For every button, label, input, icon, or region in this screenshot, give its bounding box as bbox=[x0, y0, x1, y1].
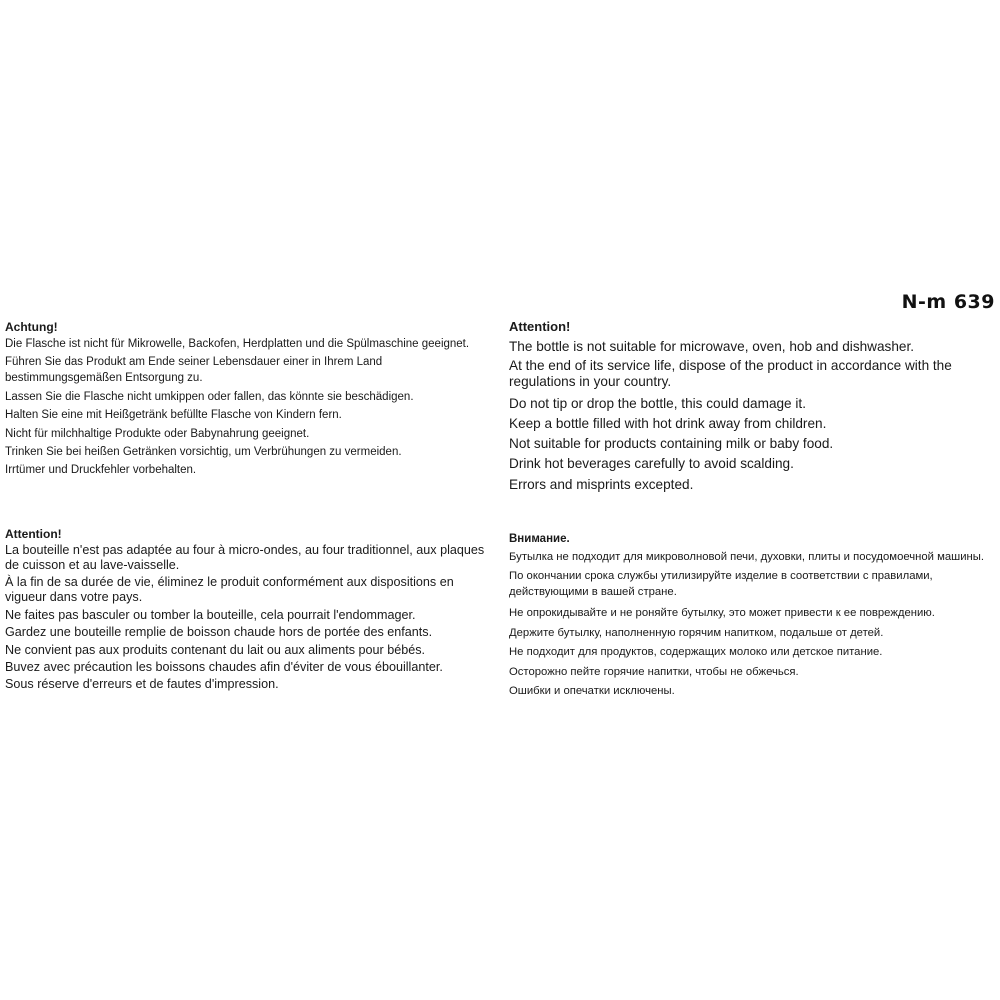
warning-line: Ошибки и опечатки исключены. bbox=[509, 685, 675, 697]
warning-line: Errors and misprints excepted. bbox=[509, 476, 694, 492]
warning-line: Führen Sie das Produkt am Ende seiner Lebensdauer einer in Ihrem Land bestimmungsgemäßen Entsorgung zu. bbox=[5, 356, 383, 385]
warning-line: Do not tip or drop the bottle, this could damage it. bbox=[509, 395, 806, 411]
warning-line: Lassen Sie die Flasche nicht umkippen oder fallen, das könnte sie beschädigen. bbox=[5, 391, 414, 404]
warning-line: Не подходит для продуктов, содержащих молоко или детское питание. bbox=[509, 646, 883, 658]
warning-line: Бутылка не подходит для микроволновой печи, духовки, плиты и посудомоечной машины. bbox=[509, 550, 985, 563]
warning-line: La bouteille n'est pas adaptée au four à micro-ondes, au four traditionnel, aux plaques de cuisson et au lave-vaisselle. bbox=[5, 543, 485, 573]
warning-line: Halten Sie eine mit Heißgetränk befüllte Flasche von Kindern fern. bbox=[5, 409, 342, 422]
warning-line: At the end of its service life, dispose of the product in accordance with the regulations in your country. bbox=[509, 357, 952, 389]
warning-line: Die Flasche ist nicht für Mikrowelle, Backofen, Herdplatten und die Spülmaschine geeignet. bbox=[5, 338, 470, 351]
warning-line: Buvez avec précaution les boissons chaudes afin d'éviter de vous ébouillanter. bbox=[5, 659, 443, 674]
warning-line: Не опрокидывайте и не роняйте бутылку, это может привести к ее повреждению. bbox=[509, 607, 935, 619]
warning-block-english bbox=[509, 317, 999, 495]
warning-line: Gardez une bouteille remplie de boisson chaude hors de portée des enfants. bbox=[5, 625, 433, 640]
warning-line: The bottle is not suitable for microwave, oven, hob and dishwasher. bbox=[509, 339, 915, 355]
warning-line: Irrtümer und Druckfehler vorbehalten. bbox=[5, 464, 197, 477]
warning-line: Держите бутылку, наполненную горячим напитком, подальше от детей. bbox=[509, 626, 884, 639]
warning-line: Drink hot beverages carefully to avoid scalding. bbox=[509, 456, 794, 472]
warning-block-french bbox=[5, 526, 485, 693]
warning-line: Nicht für milchhaltige Produkte oder Babynahrung geeignet. bbox=[5, 427, 310, 440]
warning-line: À la fin de sa durée de vie, éliminez le produit conformément aux dispositions en vigueur dans votre pays. bbox=[5, 575, 454, 605]
warning-line: Not suitable for products containing milk or baby food. bbox=[509, 436, 834, 452]
warning-heading-french: Attention! bbox=[5, 527, 62, 541]
warning-line: Sous réserve d'erreurs et de fautes d'impression. bbox=[5, 677, 279, 692]
product-code: N-m 639 bbox=[901, 291, 995, 313]
warning-line: Ne faites pas basculer ou tomber la bouteille, cela pourrait l'endommager. bbox=[5, 608, 416, 623]
warning-line: Keep a bottle filled with hot drink away from children. bbox=[509, 415, 827, 431]
warning-heading-english: Attention! bbox=[509, 319, 571, 334]
warning-line: Осторожно пейте горячие напитки, чтобы не обжечься. bbox=[509, 665, 799, 678]
warning-line: По окончании срока службы утилизируйте изделие в соответствии с правилами, действующими в вашей стране. bbox=[509, 570, 933, 598]
warning-block-russian bbox=[509, 530, 994, 702]
warning-heading-russian: Внимание. bbox=[509, 533, 570, 545]
warning-line: Trinken Sie bei heißen Getränken vorsichtig, um Verbrühungen zu vermeiden. bbox=[5, 445, 402, 458]
warning-block-german bbox=[5, 318, 480, 479]
warning-heading-german: Achtung! bbox=[5, 320, 58, 334]
warning-line: Ne convient pas aux produits contenant du lait ou aux aliments pour bébés. bbox=[5, 642, 426, 657]
